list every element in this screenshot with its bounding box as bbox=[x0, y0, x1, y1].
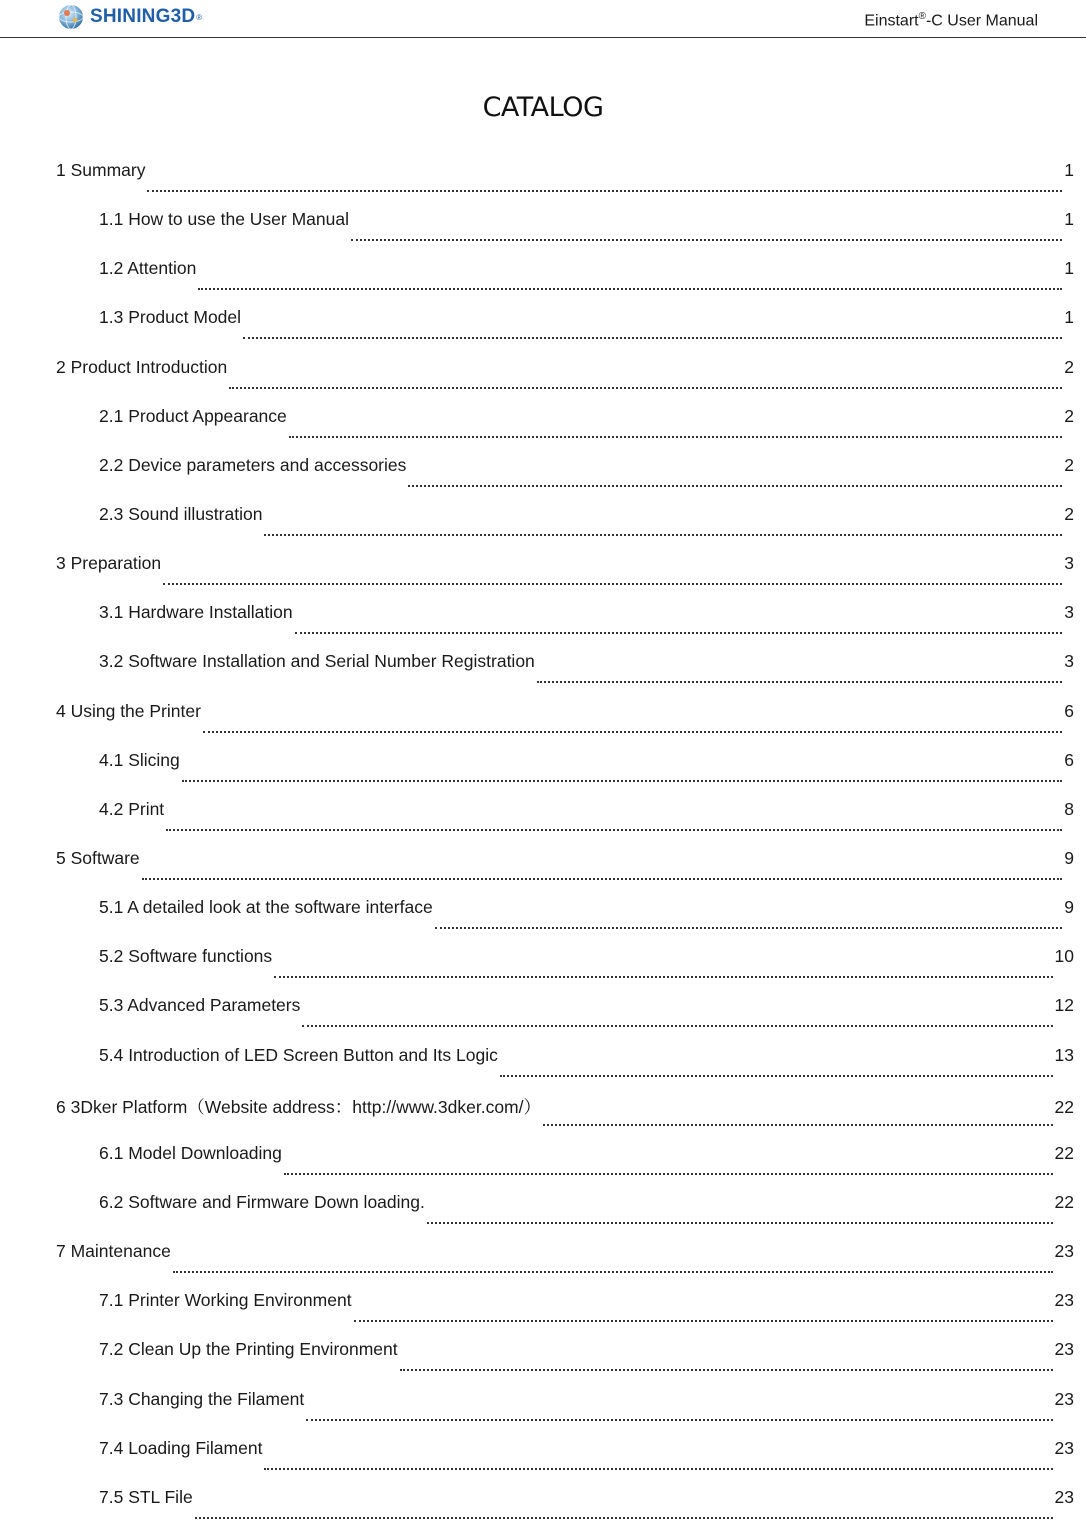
toc-entry[interactable] bbox=[56, 897, 1074, 946]
toc-entry-label: 7.2 Clean Up the Printing Environment bbox=[99, 1339, 398, 1360]
toc-dot-leader bbox=[427, 1221, 1053, 1224]
table-of-contents bbox=[56, 160, 1074, 1536]
toc-entry-page: 3 bbox=[1064, 602, 1074, 623]
toc-entry-label: 3.1 Hardware Installation bbox=[99, 602, 293, 623]
brand-registered-mark: ® bbox=[196, 12, 203, 22]
toc-dot-leader bbox=[173, 1270, 1053, 1273]
toc-entry-page: 8 bbox=[1064, 798, 1074, 819]
toc-entry-page: 6 bbox=[1064, 749, 1074, 770]
toc-entry-page: 23 bbox=[1054, 1437, 1074, 1458]
toc-entry[interactable] bbox=[56, 1339, 1074, 1388]
toc-entry-page: 9 bbox=[1064, 847, 1074, 868]
toc-entry-label: 2.3 Sound illustration bbox=[99, 503, 263, 524]
toc-entry[interactable] bbox=[56, 799, 1074, 848]
toc-dot-leader bbox=[182, 779, 1063, 782]
toc-entry[interactable] bbox=[56, 258, 1074, 307]
toc-entry-page: 2 bbox=[1064, 503, 1074, 524]
toc-dot-leader bbox=[537, 680, 1062, 683]
toc-entry-label: 5.3 Advanced Parameters bbox=[99, 995, 301, 1016]
toc-entry-page: 9 bbox=[1064, 897, 1074, 918]
toc-dot-leader bbox=[163, 582, 1062, 585]
toc-entry[interactable] bbox=[56, 602, 1074, 651]
toc-entry[interactable] bbox=[56, 1192, 1074, 1241]
toc-entry[interactable] bbox=[56, 651, 1074, 700]
toc-entry-page: 3 bbox=[1064, 651, 1074, 672]
toc-entry-page: 12 bbox=[1054, 995, 1074, 1016]
toc-dot-leader bbox=[243, 336, 1062, 339]
toc-entry-page: 22 bbox=[1054, 1096, 1074, 1117]
toc-entry[interactable] bbox=[56, 750, 1074, 799]
toc-entry-label: 5.2 Software functions bbox=[99, 946, 273, 967]
toc-dot-leader bbox=[142, 877, 1063, 880]
manual-title-suffix: -C User Manual bbox=[925, 12, 1038, 30]
toc-entry[interactable] bbox=[56, 160, 1074, 209]
toc-entry[interactable] bbox=[56, 848, 1074, 897]
toc-entry-page: 23 bbox=[1054, 1486, 1074, 1507]
toc-entry-label: 1.3 Product Model bbox=[99, 307, 242, 328]
toc-entry-label: 7.4 Loading Filament bbox=[99, 1437, 263, 1458]
toc-entry-label: 6.1 Model Downloading bbox=[99, 1142, 282, 1163]
toc-entry[interactable] bbox=[56, 307, 1074, 356]
toc-entry[interactable] bbox=[56, 553, 1074, 602]
toc-entry-page: 13 bbox=[1054, 1044, 1074, 1065]
toc-entry-label: 3 Preparation bbox=[56, 553, 162, 574]
toc-entry[interactable] bbox=[56, 1045, 1074, 1094]
toc-dot-leader bbox=[166, 828, 1062, 831]
toc-entry[interactable] bbox=[56, 209, 1074, 258]
toc-entry-label: 6.2 Software and Firmware Down loading. bbox=[99, 1191, 425, 1212]
toc-entry[interactable] bbox=[56, 1241, 1074, 1290]
toc-dot-leader bbox=[274, 975, 1052, 978]
toc-entry-page: 23 bbox=[1054, 1241, 1074, 1262]
toc-entry[interactable] bbox=[56, 455, 1074, 504]
toc-dot-leader bbox=[264, 533, 1062, 536]
toc-entry-label: 5.1 A detailed look at the software interface bbox=[99, 897, 433, 918]
toc-entry-page: 10 bbox=[1054, 946, 1074, 967]
manual-registered-mark: ® bbox=[918, 11, 926, 22]
toc-dot-leader bbox=[284, 1172, 1053, 1175]
toc-dot-leader bbox=[354, 1319, 1053, 1322]
toc-dot-leader bbox=[500, 1074, 1053, 1077]
toc-dot-leader bbox=[351, 238, 1062, 241]
toc-entry-label: 7 Maintenance bbox=[56, 1241, 171, 1262]
manual-title-prefix: Einstart bbox=[864, 12, 919, 30]
toc-entry[interactable] bbox=[56, 946, 1074, 995]
toc-entry-page: 22 bbox=[1054, 1142, 1074, 1163]
toc-entry-page: 1 bbox=[1064, 307, 1074, 328]
toc-dot-leader bbox=[198, 287, 1062, 290]
toc-entry[interactable] bbox=[56, 357, 1074, 406]
toc-entry[interactable] bbox=[56, 1389, 1074, 1438]
toc-entry[interactable] bbox=[56, 1094, 1074, 1143]
toc-dot-leader bbox=[302, 1024, 1052, 1027]
toc-dot-leader bbox=[408, 484, 1062, 487]
toc-dot-leader bbox=[229, 386, 1062, 389]
toc-entry-page: 1 bbox=[1064, 209, 1074, 230]
globe-icon bbox=[58, 4, 84, 30]
toc-dot-leader bbox=[195, 1516, 1053, 1519]
toc-entry-label: 6 3Dker Platform（Website address：http://www.3dker.com/） bbox=[56, 1096, 541, 1117]
toc-dot-leader bbox=[295, 631, 1063, 634]
toc-entry[interactable] bbox=[56, 995, 1074, 1044]
brand-name: SHINING3D bbox=[90, 6, 196, 27]
toc-entry[interactable] bbox=[56, 701, 1074, 750]
toc-entry-label: 4 Using the Printer bbox=[56, 700, 201, 721]
toc-dot-leader bbox=[435, 926, 1063, 929]
toc-entry[interactable] bbox=[56, 504, 1074, 553]
toc-dot-leader bbox=[400, 1368, 1053, 1371]
toc-entry-label: 2.2 Device parameters and accessories bbox=[99, 454, 407, 475]
toc-entry-label: 2.1 Product Appearance bbox=[99, 405, 287, 426]
page-title: CATALOG bbox=[482, 92, 604, 123]
toc-entry-label: 3.2 Software Installation and Serial Number Registration bbox=[99, 651, 535, 672]
toc-entry-label: 7.5 STL File bbox=[99, 1486, 193, 1507]
toc-entry-label: 7.1 Printer Working Environment bbox=[99, 1290, 352, 1311]
toc-dot-leader bbox=[543, 1123, 1053, 1126]
toc-entry-page: 6 bbox=[1064, 700, 1074, 721]
brand-logo bbox=[58, 2, 202, 32]
toc-dot-leader bbox=[264, 1467, 1052, 1470]
toc-entry-label: 5 Software bbox=[56, 847, 140, 868]
toc-entry-label: 4.1 Slicing bbox=[99, 749, 180, 770]
toc-entry[interactable] bbox=[56, 1487, 1074, 1536]
toc-entry-label: 1 Summary bbox=[56, 160, 146, 180]
toc-entry[interactable] bbox=[56, 1143, 1074, 1192]
toc-dot-leader bbox=[147, 189, 1062, 192]
toc-entry-label: 1.1 How to use the User Manual bbox=[99, 209, 349, 230]
toc-dot-leader bbox=[289, 435, 1062, 438]
toc-entry-label: 2 Product Introduction bbox=[56, 356, 228, 377]
toc-entry-page: 23 bbox=[1054, 1388, 1074, 1409]
toc-entry-label: 4.2 Print bbox=[99, 798, 165, 819]
toc-entry-page: 22 bbox=[1054, 1191, 1074, 1212]
manual-title bbox=[864, 11, 1038, 30]
toc-entry-label: 1.2 Attention bbox=[99, 258, 197, 279]
toc-entry[interactable] bbox=[56, 1290, 1074, 1339]
toc-entry-page: 1 bbox=[1064, 258, 1074, 279]
toc-entry[interactable] bbox=[56, 406, 1074, 455]
toc-entry[interactable] bbox=[56, 1438, 1074, 1487]
toc-entry-page: 3 bbox=[1064, 553, 1074, 574]
page-header bbox=[0, 0, 1086, 38]
toc-dot-leader bbox=[306, 1418, 1052, 1421]
toc-entry-label: 5.4 Introduction of LED Screen Button and Its Logic bbox=[99, 1044, 498, 1065]
toc-entry-label: 7.3 Changing the Filament bbox=[99, 1388, 305, 1409]
toc-dot-leader bbox=[203, 730, 1062, 733]
toc-entry-page: 2 bbox=[1064, 454, 1074, 475]
toc-entry-page: 2 bbox=[1064, 356, 1074, 377]
toc-entry-page: 23 bbox=[1054, 1339, 1074, 1360]
toc-entry-page: 2 bbox=[1064, 405, 1074, 426]
toc-entry-page: 1 bbox=[1064, 160, 1074, 180]
toc-entry-page: 23 bbox=[1054, 1290, 1074, 1311]
